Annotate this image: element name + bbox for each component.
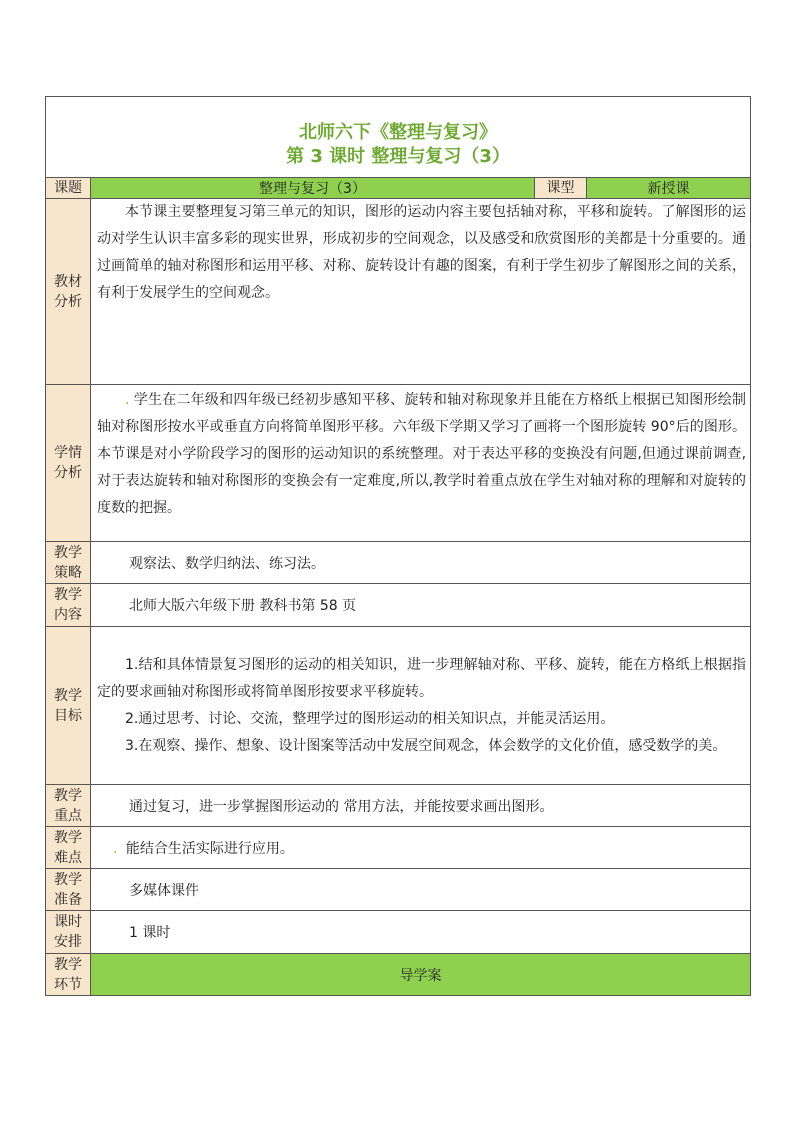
key-points-text: 通过复习，进一步掌握图形运动的 常用方法，并能按要求画出图形。	[91, 785, 751, 827]
difficulties-label: 教学 难点	[46, 827, 91, 869]
goal-item: 1.结和具体情景复习图形的运动的相关知识，进一步理解轴对称、平移、旋转，能在方格纸上根据指定的要求画轴对称图形或将简单图形按要求平移旋转。	[97, 656, 747, 700]
preparation-row	[46, 869, 751, 911]
schedule-label: 课时 安排	[46, 911, 91, 954]
goals-text	[91, 627, 751, 785]
strategy-text: 观察法、数学归纳法、练习法。	[91, 542, 751, 584]
goal-item: 2.通过思考、讨论、交流，整理学过的图形运动的相关知识点，并能灵活运用。	[125, 710, 615, 727]
strategy-row	[46, 542, 751, 584]
topic-row	[46, 178, 751, 199]
bullet-dot: .	[125, 392, 130, 408]
key-points-row	[46, 785, 751, 827]
preparation-text: 多媒体课件	[91, 869, 751, 911]
strategy-label: 教学 策略	[46, 542, 91, 584]
title-row	[46, 97, 751, 178]
bullet-dot: .	[113, 840, 118, 857]
lesson-plan-sheet	[45, 96, 750, 996]
key-points-label: 教学 重点	[46, 785, 91, 827]
lesson-plan-table	[45, 96, 751, 996]
lesson-subtitle: 第 3 课时 整理与复习（3）	[286, 146, 510, 167]
difficulties-text: . 能结合生活实际进行应用。	[91, 827, 751, 869]
goals-row	[46, 627, 751, 785]
goals-label: 教学 目标	[46, 627, 91, 785]
lesson-type-value: 新授课	[587, 178, 751, 199]
process-value: 导学案	[91, 954, 751, 996]
student-analysis-text: . 学生在二年级和四年级已经初步感知平移、旋转和轴对称现象并且能在方格纸上根据已知图形绘制轴对称图形按水平或垂直方向将简单图形平移。六年级下学期又学习了画将一个图形旋转 90°后的图形。本节课是对小学阶段学习的图形的运动知识的系统整理。对于表达平移的变换没有问题,但通过课前调查,对于表达旋转和轴对称图形的变换会有一定难度,所以,教学时着重点放在学生对轴对称的理解和对旋转的度数的把握。	[91, 385, 751, 542]
preparation-label: 教学 准备	[46, 869, 91, 911]
material-analysis-row	[46, 199, 751, 385]
course-title: 北师六下《整理与复习》	[299, 122, 498, 143]
student-analysis-row	[46, 385, 751, 542]
content-text: 北师大版六年级下册 教科书第 58 页	[91, 584, 751, 627]
title-cell	[46, 97, 751, 178]
content-label: 教学 内容	[46, 584, 91, 627]
process-row	[46, 954, 751, 996]
lesson-type-label: 课型	[535, 178, 587, 199]
material-analysis-label: 教材 分析	[46, 199, 91, 385]
schedule-text: 1 课时	[91, 911, 751, 954]
difficulties-row	[46, 827, 751, 869]
topic-value: 整理与复习（3）	[91, 178, 535, 199]
process-label: 教学 环节	[46, 954, 91, 996]
schedule-row	[46, 911, 751, 954]
topic-label: 课题	[46, 178, 91, 199]
material-analysis-text: 本节课主要整理复习第三单元的知识，图形的运动内容主要包括轴对称，平移和旋转。了解图形的运动对学生认识丰富多彩的现实世界，形成初步的空间观念，以及感受和欣赏图形的美都是十分重要的。通过画简单的轴对称图形和运用平移、对称、旋转设计有趣的图案，有利于学生初步了解图形之间的关系，有利于发展学生的空间观念。	[91, 199, 751, 385]
student-analysis-label: 学情 分析	[46, 385, 91, 542]
content-row	[46, 584, 751, 627]
goal-item: 3.在观察、操作、想象、设计图案等活动中发展空间观念，体会数学的文化价值，感受数学的美。	[125, 737, 727, 754]
